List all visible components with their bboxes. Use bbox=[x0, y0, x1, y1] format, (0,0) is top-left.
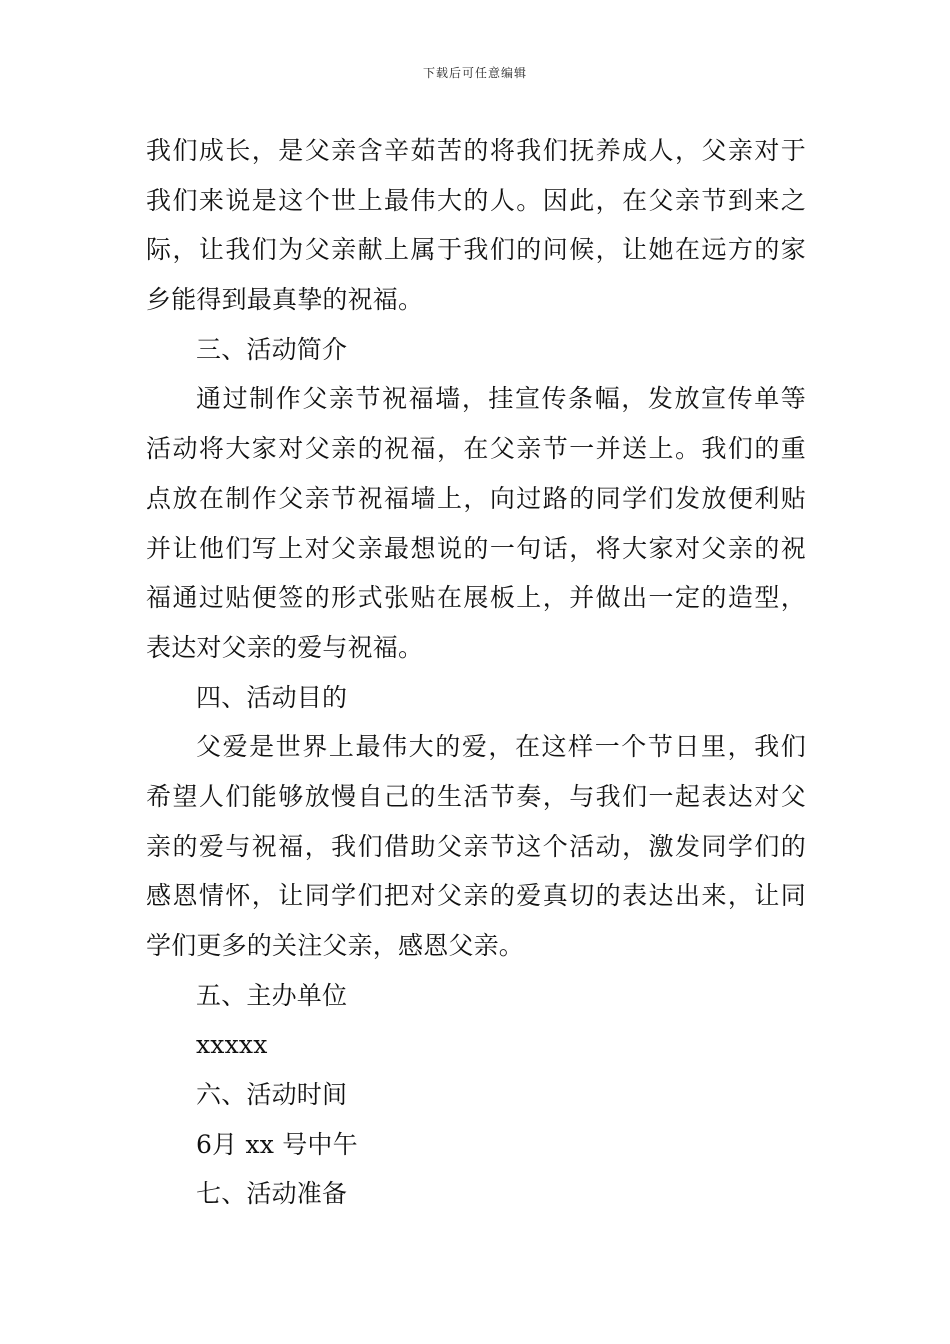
body-line: 希望人们能够放慢自己的生活节奏，与我们一起表达对父 bbox=[146, 781, 806, 811]
body-line: 感恩情怀，让同学们把对父亲的爱真切的表达出来，让同 bbox=[146, 881, 806, 911]
body-line: 际，让我们为父亲献上属于我们的问候，让她在远方的家 bbox=[146, 235, 806, 265]
body-line: 6月 xx 号中午 bbox=[196, 1129, 358, 1159]
document-body bbox=[146, 126, 806, 1219]
section-heading: 三、活动简介 bbox=[196, 334, 348, 364]
body-line: 并让他们写上对父亲最想说的一句话，将大家对父亲的祝 bbox=[146, 533, 806, 563]
page-header: 下载后可任意编辑 bbox=[422, 66, 527, 80]
body-line: 乡能得到最真挚的祝福。 bbox=[146, 285, 424, 315]
body-line: 我们成长，是父亲含辛茹苦的将我们抚养成人，父亲对于 bbox=[146, 136, 806, 165]
body-line: 父爱是世界上最伟大的爱，在这样一个节日里，我们 bbox=[196, 732, 806, 762]
section-heading: 七、活动准备 bbox=[196, 1179, 348, 1209]
body-line: 表达对父亲的爱与祝福。 bbox=[146, 632, 424, 662]
body-line: xxxxx bbox=[196, 1030, 268, 1060]
body-line: 福通过贴便签的形式张贴在展板上，并做出一定的造型， bbox=[146, 583, 806, 613]
body-line: 点放在制作父亲节祝福墙上，向过路的同学们发放便利贴 bbox=[146, 483, 806, 513]
section-heading: 六、活动时间 bbox=[196, 1080, 348, 1110]
body-line: 我们来说是这个世上最伟大的人。因此，在父亲节到来之 bbox=[146, 185, 806, 215]
body-line: 亲的爱与祝福，我们借助父亲节这个活动，激发同学们的 bbox=[146, 831, 806, 861]
section-heading: 五、主办单位 bbox=[196, 980, 348, 1010]
section-heading: 四、活动目的 bbox=[196, 682, 348, 712]
body-line: 活动将大家对父亲的祝福，在父亲节一并送上。我们的重 bbox=[146, 434, 806, 464]
body-line: 通过制作父亲节祝福墙，挂宣传条幅，发放宣传单等 bbox=[196, 384, 806, 414]
body-line: 学们更多的关注父亲，感恩父亲。 bbox=[146, 931, 525, 960]
